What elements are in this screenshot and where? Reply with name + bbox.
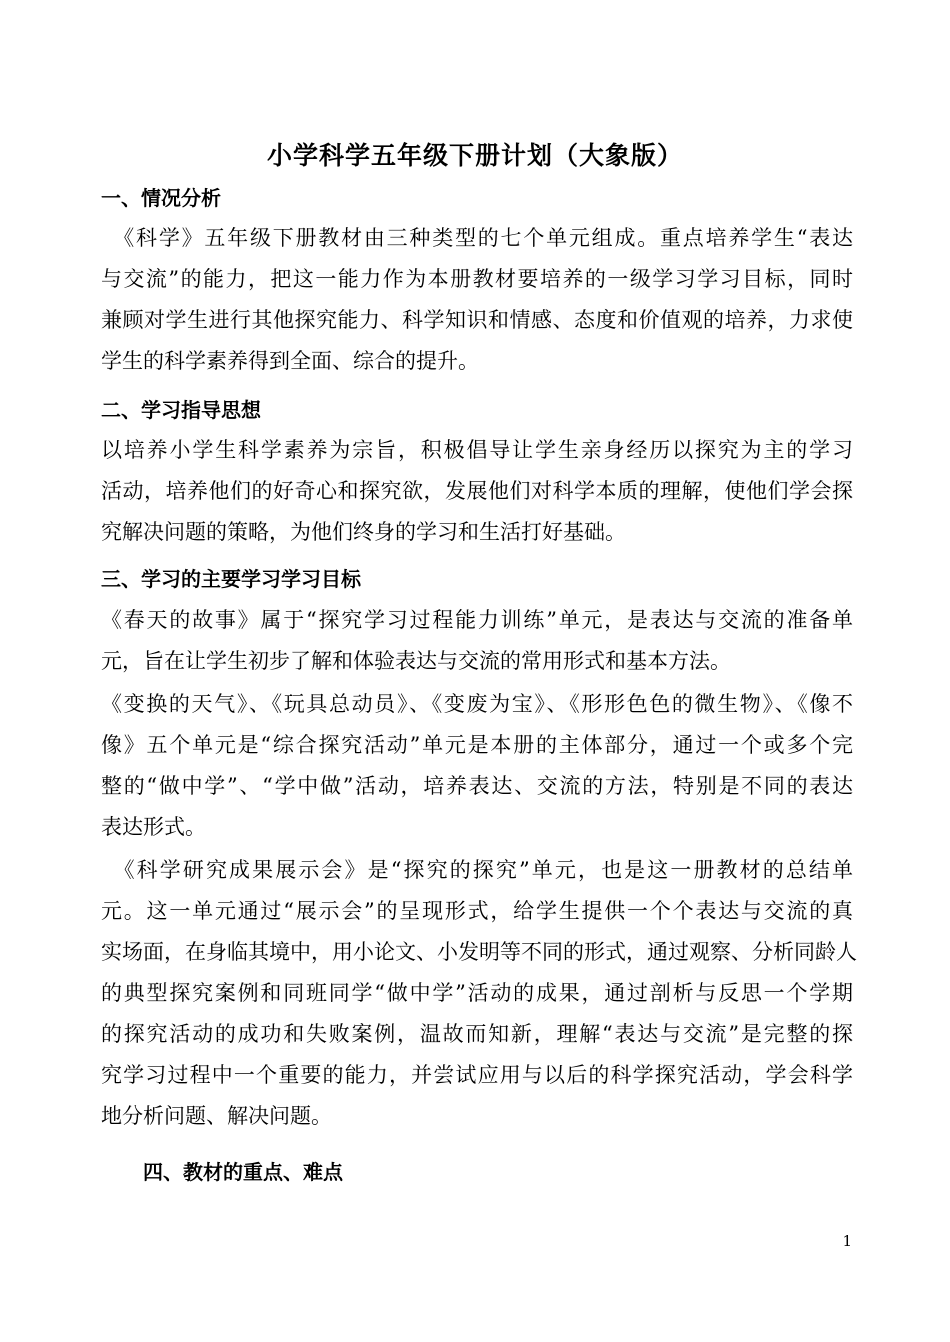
section-heading-2: 二、学习指导思想 (101, 398, 261, 422)
text-line: 学生的科学素养得到全面、综合的提升。 (101, 349, 479, 373)
section-3-paragraph-1 (101, 600, 853, 682)
section-1-paragraph-1 (101, 218, 853, 382)
document-title: 小学科学五年级下册计划（大象版） (266, 141, 683, 170)
page-number: 1 (842, 1232, 852, 1250)
section-3-paragraph-3 (101, 850, 857, 1137)
section-heading-1: 一、情况分析 (101, 186, 221, 210)
text-line: 究解决问题的策略，为他们终身的学习和生活打好基础。 (101, 520, 626, 544)
text-line: 地分析问题、解决问题。 (101, 1104, 332, 1128)
text-line: 《科学研究成果展示会》是“探究的探究”单元，也是这一册教材的总结单 (101, 858, 853, 882)
text-line: 元。这一单元通过“展示会”的呈现形式，给学生提供一个个表达与交流的真 (101, 899, 853, 923)
text-line: 整的“做中学”、“学中做”活动，培养表达、交流的方法，特别是不同的表达 (101, 774, 853, 798)
text-line: 究学习过程中一个重要的能力，并尝试应用与以后的科学探究活动，学会科学 (101, 1063, 853, 1087)
text-line: 《春天的故事》属于“探究学习过程能力训练”单元，是表达与交流的准备单 (101, 608, 853, 632)
text-line: 《变换的天气》、《玩具总动员》、《变废为宝》、《形形色色的微生物》、《像不 (101, 692, 853, 716)
text-line: 的典型探究案例和同班同学“做中学”活动的成果，通过剖析与反思一个学期 (101, 981, 853, 1005)
text-line: 像》五个单元是“综合探究活动”单元是本册的主体部分，通过一个或多个完 (101, 733, 853, 757)
section-2-paragraph-1 (101, 430, 853, 553)
text-line: 元，旨在让学生初步了解和体验表达与交流的常用形式和基本方法。 (101, 649, 731, 673)
section-heading-3: 三、学习的主要学习学习目标 (101, 567, 361, 591)
text-line: 《科学》五年级下册教材由三种类型的七个单元组成。重点培养学生“表达 (101, 226, 853, 250)
text-line: 以培养小学生科学素养为宗旨，积极倡导让学生亲身经历以探究为主的学习 (101, 438, 853, 462)
section-heading-4: 四、教材的重点、难点 (143, 1160, 343, 1184)
section-3-paragraph-2 (101, 684, 853, 848)
text-line: 活动，培养他们的好奇心和探究欲，发展他们对科学本质的理解，使他们学会探 (101, 479, 853, 503)
text-line: 的探究活动的成功和失败案例，温故而知新，理解“表达与交流”是完整的探 (101, 1022, 853, 1046)
text-line: 实场面，在身临其境中，用小论文、小发明等不同的形式，通过观察、分析同龄人 (101, 940, 857, 964)
text-line: 与交流”的能力，把这一能力作为本册教材要培养的一级学习学习目标，同时 (101, 267, 853, 291)
text-line: 表达形式。 (101, 815, 206, 839)
text-line: 兼顾对学生进行其他探究能力、科学知识和情感、态度和价值观的培养，力求使 (101, 308, 853, 332)
